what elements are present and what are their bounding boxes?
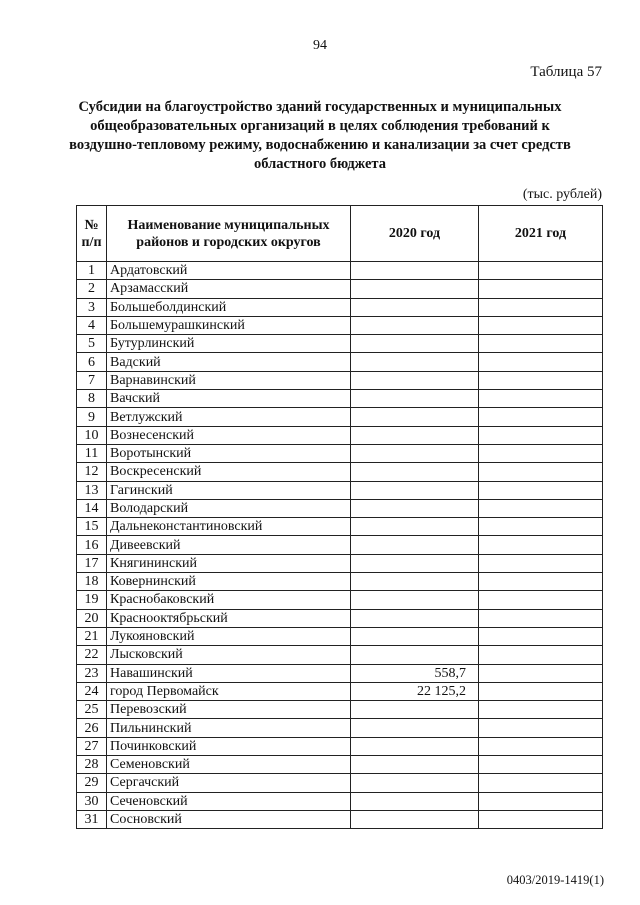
row-number: 6 [77, 353, 107, 371]
header-2020: 2020 год [351, 206, 479, 262]
row-value-2020: 558,7 [351, 664, 479, 682]
row-value-2020 [351, 426, 479, 444]
row-value-2020 [351, 518, 479, 536]
row-district-name: Перевозский [107, 701, 351, 719]
row-value-2020 [351, 756, 479, 774]
row-value-2021 [479, 408, 603, 426]
units-label: (тыс. рублей) [522, 187, 602, 202]
table-row [77, 810, 603, 828]
row-value-2021 [479, 756, 603, 774]
row-value-2020 [351, 335, 479, 353]
row-district-name: город Первомайск [107, 682, 351, 700]
row-number: 2 [77, 280, 107, 298]
row-number: 9 [77, 408, 107, 426]
table-row [77, 536, 603, 554]
row-value-2020 [351, 262, 479, 280]
table-row [77, 701, 603, 719]
table-row [77, 298, 603, 316]
row-number: 11 [77, 444, 107, 462]
header-num: № п/п [77, 206, 107, 262]
table-row [77, 280, 603, 298]
row-district-name: Лысковский [107, 646, 351, 664]
row-value-2020 [351, 444, 479, 462]
row-number: 12 [77, 463, 107, 481]
row-value-2020 [351, 554, 479, 572]
table-row [77, 426, 603, 444]
row-value-2020 [351, 316, 479, 334]
footer-code: 0403/2019-1419(1) [506, 873, 604, 887]
row-value-2021 [479, 792, 603, 810]
row-value-2021 [479, 280, 603, 298]
row-district-name: Гагинский [107, 481, 351, 499]
row-district-name: Сеченовский [107, 792, 351, 810]
table-row [77, 609, 603, 627]
row-value-2020 [351, 719, 479, 737]
row-value-2020 [351, 536, 479, 554]
row-value-2021 [479, 554, 603, 572]
row-value-2021 [479, 390, 603, 408]
row-value-2020 [351, 280, 479, 298]
row-number: 1 [77, 262, 107, 280]
row-value-2021 [479, 298, 603, 316]
row-district-name: Володарский [107, 499, 351, 517]
row-number: 29 [77, 774, 107, 792]
table-row [77, 262, 603, 280]
row-value-2021 [479, 573, 603, 591]
table-row [77, 682, 603, 700]
row-value-2020 [351, 701, 479, 719]
row-district-name: Дивеевский [107, 536, 351, 554]
table-row [77, 646, 603, 664]
row-value-2020 [351, 298, 479, 316]
row-value-2021 [479, 737, 603, 755]
row-value-2020 [351, 390, 479, 408]
row-district-name: Варнавинский [107, 371, 351, 389]
row-district-name: Большемурашкинский [107, 316, 351, 334]
row-value-2021 [479, 444, 603, 462]
row-number: 24 [77, 682, 107, 700]
table-row [77, 316, 603, 334]
row-value-2021 [479, 646, 603, 664]
table-row [77, 444, 603, 462]
table-row [77, 371, 603, 389]
row-value-2020 [351, 737, 479, 755]
row-value-2021 [479, 481, 603, 499]
table-row [77, 737, 603, 755]
row-number: 14 [77, 499, 107, 517]
row-number: 10 [77, 426, 107, 444]
row-district-name: Ковернинский [107, 573, 351, 591]
table-row [77, 499, 603, 517]
row-value-2021 [479, 627, 603, 645]
table-row [77, 719, 603, 737]
table-row [77, 353, 603, 371]
row-value-2020 [351, 810, 479, 828]
row-value-2020 [351, 463, 479, 481]
row-value-2021 [479, 682, 603, 700]
row-value-2020 [351, 481, 479, 499]
row-district-name: Ветлужский [107, 408, 351, 426]
table-row [77, 390, 603, 408]
row-number: 22 [77, 646, 107, 664]
row-number: 21 [77, 627, 107, 645]
table-body [77, 262, 603, 829]
row-number: 25 [77, 701, 107, 719]
header-name: Наименование муниципальных районов и городских округов [107, 206, 351, 262]
table-row [77, 518, 603, 536]
header-2021: 2021 год [479, 206, 603, 262]
row-number: 4 [77, 316, 107, 334]
row-district-name: Княгининский [107, 554, 351, 572]
subsidy-table [76, 205, 603, 829]
row-number: 19 [77, 591, 107, 609]
row-district-name: Краснооктябрьский [107, 609, 351, 627]
row-number: 16 [77, 536, 107, 554]
row-district-name: Сосновский [107, 810, 351, 828]
row-district-name: Дальнеконстантиновский [107, 518, 351, 536]
table-row [77, 774, 603, 792]
row-value-2020 [351, 371, 479, 389]
row-number: 7 [77, 371, 107, 389]
row-value-2021 [479, 463, 603, 481]
row-value-2020 [351, 408, 479, 426]
row-value-2021 [479, 262, 603, 280]
row-number: 27 [77, 737, 107, 755]
row-value-2020 [351, 774, 479, 792]
row-district-name: Вачский [107, 390, 351, 408]
row-value-2021 [479, 499, 603, 517]
row-district-name: Большеболдинский [107, 298, 351, 316]
row-district-name: Семеновский [107, 756, 351, 774]
row-number: 5 [77, 335, 107, 353]
row-number: 13 [77, 481, 107, 499]
page-number: 94 [313, 38, 327, 53]
row-value-2020 [351, 499, 479, 517]
row-number: 30 [77, 792, 107, 810]
row-district-name: Навашинский [107, 664, 351, 682]
row-number: 20 [77, 609, 107, 627]
row-value-2021 [479, 591, 603, 609]
table-row [77, 792, 603, 810]
row-number: 17 [77, 554, 107, 572]
row-value-2020 [351, 646, 479, 664]
row-number: 3 [77, 298, 107, 316]
row-number: 23 [77, 664, 107, 682]
table-row [77, 591, 603, 609]
table-header-row [77, 206, 603, 262]
row-value-2021 [479, 664, 603, 682]
row-district-name: Краснобаковский [107, 591, 351, 609]
row-number: 15 [77, 518, 107, 536]
table-row [77, 335, 603, 353]
row-value-2020 [351, 792, 479, 810]
table-row [77, 573, 603, 591]
row-district-name: Вознесенский [107, 426, 351, 444]
table-label: Таблица 57 [530, 64, 602, 80]
row-value-2021 [479, 536, 603, 554]
row-value-2021 [479, 426, 603, 444]
row-value-2020 [351, 609, 479, 627]
row-value-2021 [479, 810, 603, 828]
row-district-name: Воротынский [107, 444, 351, 462]
row-value-2021 [479, 774, 603, 792]
table-row [77, 463, 603, 481]
row-value-2020: 22 125,2 [351, 682, 479, 700]
row-number: 31 [77, 810, 107, 828]
row-value-2020 [351, 627, 479, 645]
row-value-2021 [479, 316, 603, 334]
row-value-2020 [351, 573, 479, 591]
row-district-name: Ардатовский [107, 262, 351, 280]
table-row [77, 664, 603, 682]
table-row [77, 481, 603, 499]
row-number: 26 [77, 719, 107, 737]
row-value-2021 [479, 371, 603, 389]
row-value-2021 [479, 719, 603, 737]
row-value-2020 [351, 591, 479, 609]
row-value-2020 [351, 353, 479, 371]
row-number: 28 [77, 756, 107, 774]
row-value-2021 [479, 353, 603, 371]
row-number: 18 [77, 573, 107, 591]
row-value-2021 [479, 609, 603, 627]
row-value-2021 [479, 335, 603, 353]
row-value-2021 [479, 518, 603, 536]
row-district-name: Воскресенский [107, 463, 351, 481]
row-value-2021 [479, 701, 603, 719]
row-district-name: Арзамасский [107, 280, 351, 298]
row-district-name: Починковский [107, 737, 351, 755]
document-title: Субсидии на благоустройство зданий государственных и муниципальных общеобразовательных организаций в целях соблюдения требований к воздушно-тепловому режиму, водоснабжению и канализации за счет средств областного бюджета [69, 99, 571, 172]
row-district-name: Вадский [107, 353, 351, 371]
row-district-name: Пильнинский [107, 719, 351, 737]
table-row [77, 627, 603, 645]
row-number: 8 [77, 390, 107, 408]
row-district-name: Сергачский [107, 774, 351, 792]
row-district-name: Лукояновский [107, 627, 351, 645]
row-district-name: Бутурлинский [107, 335, 351, 353]
table-row [77, 756, 603, 774]
table-row [77, 408, 603, 426]
table-row [77, 554, 603, 572]
